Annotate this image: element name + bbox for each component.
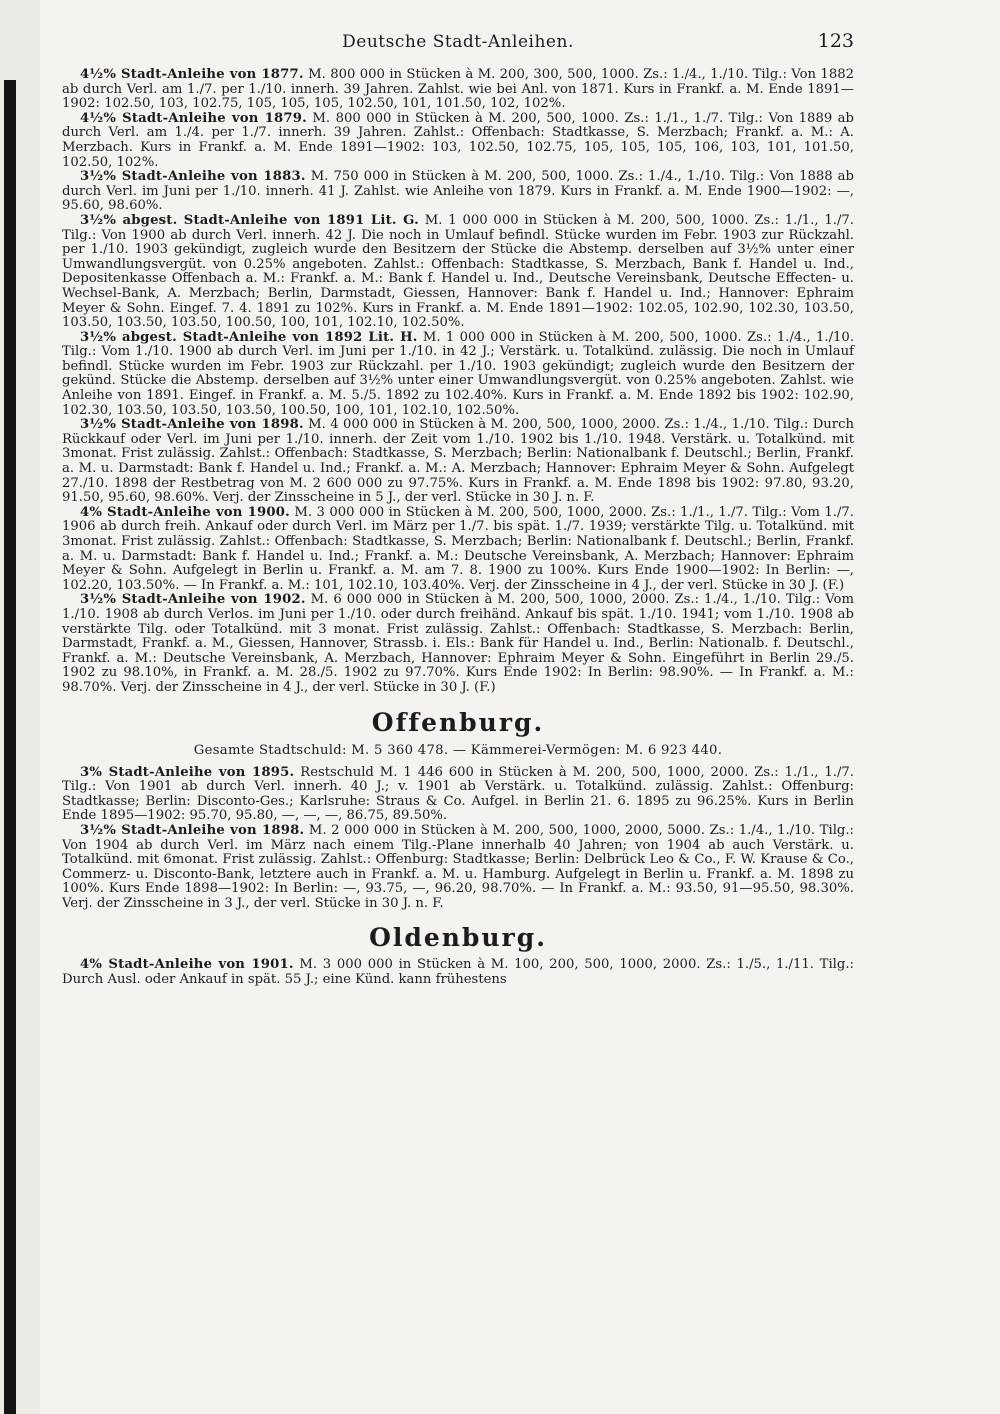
loan-entry bbox=[62, 170, 854, 214]
city-debt-summary: Gesamte Stadtschuld: M. 5 360 478. — Kämmerei-Vermögen: M. 6 923 440. bbox=[193, 742, 723, 758]
loan-heading: 4% Stadt-Anleihe von 1901. bbox=[80, 957, 294, 973]
loan-details: M. 3 000 000 in Stücken à M. 200, 500, 1000, 2000. Zs.: 1./1., 1./7. Tilg.: Vom 1./7. 1906 ab durch freih. Ankauf oder durch Verl. im März per 1./7. bis spät. 1./7. 1939; verstärkte Tilg. u. Totalkünd. mit 3monat. Frist zulässig. Zahlst.: Offenbach: Stadtkasse, S. Merzbach; Berlin: Nationalbank f. Deutschl.; Berlin, Frankf. a. M. u. Darmstadt: Bank f. Handel u. Ind.; Frankf. a. M.: Deutsche Vereinsbank, A. Merzbach; Hannover: Ephraim Meyer & Sohn. Aufgelegt in Berlin u. Frankf. a. M. am 7. 8. 1900 zu 100%. Kurs Ende 1900—1902: In Berlin: —, 102.20, 103.50%. — In Frankf. a. M.: 101, 102.10, 103.40%. Verj. der Zinsscheine in 4 J., der verl. Stücke in 30 J. (F.) bbox=[62, 504, 854, 593]
city-heading-offenburg: Offenburg. bbox=[371, 707, 545, 737]
loan-heading: 3½% abgest. Stadt-Anleihe von 1891 Lit. G. bbox=[80, 212, 419, 228]
loan-details: M. 1 000 000 in Stücken à M. 200, 500, 1000. Zs.: 1./1., 1./7. Tilg.: Von 1900 ab durch Verl. innerh. 42 J. Die noch in Umlauf befindl. Stücke wurden im Febr. 1903 zur Rückzahl. per 1./10. 1903 gekündigt, zugleich wurde den Besitzern der Stücke die Abstemp. derselben auf 3½% unter einer Umwandlungsvergüt. von 0.25% angeboten. Zahlst.: Offenbach: Stadtkasse, S. Merzbach, Bank f. Handel u. Ind., Depositenkasse Offenbach a. M.: Frankf. a. M.: Bank f. Handel u. Ind., Deutsche Vereinsbank, Deutsche Effecten- u. Wechsel-Bank, A. Merzbach; Berlin, Darmstadt, Giessen, Hannover: Bank f. Handel u. Ind.; Hannover: Ephraim Meyer & Sohn. Eingef. 7. 4. 1891 zu 102%. Kurs in Frankf. a. M. Ende 1891—1902: 102.05, 102.90, 102.30, 103.50, 103.50, 103.50, 103.50, 100.50, 100, 101, 102.10, 102.50%. bbox=[62, 212, 854, 331]
loan-entry bbox=[62, 506, 854, 594]
loan-heading: 3½% Stadt-Anleihe von 1902. bbox=[80, 592, 306, 608]
loan-entry bbox=[62, 418, 854, 506]
loan-entry bbox=[62, 824, 854, 912]
loan-heading: 4% Stadt-Anleihe von 1900. bbox=[80, 504, 290, 520]
loan-details: M. 6 000 000 in Stücken à M. 200, 500, 1000, 2000. Zs.: 1./4., 1./10. Tilg.: Vom 1./10. 1908 ab durch Verlos. im Juni per 1./10. oder durch freihänd. Ankauf bis spät. 1./10. 1941; vom 1./10. 1908 ab verstärkte Tilg. oder Totalkünd. mit 3 monat. Frist zulässig. Zahlst.: Offenbach: Stadtkasse, S. Merzbach: Berlin, Darmstadt, Frankf. a. M., Giessen, Hannover, Strassb. i. Els.: Bank für Handel u. Ind., Berlin: Nationalb. f. Deutschl., Frankf. a. M.: Deutsche Vereinsbank, A. Merzbach, Hannover: Ephraim Meyer & Sohn. Eingeführt in Berlin 29./5. 1902 zu 98.10%, in Frankf. a. M. 28./5. 1902 zu 97.70%. Kurs Ende 1902: In Berlin: 98.90%. — In Frankf. a. M.: 98.70%. Verj. der Zinsscheine in 4 J., der verl. Stücke in 30 J. (F.) bbox=[62, 592, 854, 695]
loan-heading: 4½% Stadt-Anleihe von 1877. bbox=[80, 67, 304, 82]
page bbox=[62, 26, 854, 988]
loan-details: M. 1 000 000 in Stücken à M. 200, 500, 1000. Zs.: 1./4., 1./10. Tilg.: Vom 1./10. 1900 ab durch Verl. im Juni per 1./10. in 42 J.; Verstärk. u. Totalkünd. zulässig. Die noch in Umlauf befindl. Stücke wurden im Febr. 1903 zur Rückzahl. per 1./10. 1903 gekündigt; zugleich wurde den Besitzern der gekünd. Stücke die Abstemp. derselben auf 3½% unter einer Umwandlungsvergüt. von 0.25% angeboten. Zahlst. wie Anleihe von 1891. Eingef. in Frankf. a. M. 5./5. 1892 zu 102.40%. Kurs in Frankf. a. M. Ende 1892 bis 1902: 102.90, 102.30, 103.50, 103.50, 103.50, 100.50, 100, 101, 102.10, 102.50%. bbox=[62, 329, 855, 418]
city-heading-oldenburg: Oldenburg. bbox=[369, 923, 547, 953]
loan-heading: 3½% Stadt-Anleihe von 1898. bbox=[80, 417, 304, 433]
offenbach-section bbox=[62, 68, 854, 696]
loan-entry bbox=[62, 766, 854, 824]
loan-details: M. 4 000 000 in Stücken à M. 200, 500, 1000, 2000. Zs.: 1./4., 1./10. Tilg.: Durch Rückkauf oder Verl. im Juni per 1./10. innerh. der Zeit vom 1./10. 1902 bis 1./10. 1948. Verstärk. u. Totalkünd. mit 3monat. Frist zulässig. Zahlst.: Offenbach: Stadtkasse, S. Merzbach; Berlin: Nationalbank f. Deutschl.; Berlin, Frankf. a. M. u. Darmstadt: Bank f. Handel u. Ind.; Frankf. a. M.: A. Merzbach; Hannover: Ephraim Meyer & Sohn. Aufgelegt 27./10. 1898 der Restbetrag von M. 2 600 000 zu 97.75%. Kurs in Frankf. a. M. Ende 1898 bis 1902: 97.80, 93.20, 91.50, 95.60, 98.60%. Verj. der Zinsscheine in 5 J., der verl. Stücke in 30 J. n. F. bbox=[62, 417, 854, 506]
loan-heading: 3½% Stadt-Anleihe von 1883. bbox=[80, 169, 306, 185]
loan-details: M. 800 000 in Stücken à M. 200, 500, 1000. Zs.: 1./1., 1./7. Tilg.: Von 1889 ab durch Verl. am 1./4. per 1./7. innerh. 39 Jahren. Zahlst.: Offenbach: Stadtkasse, S. Merzbach; Frankf. a. M.: A. Merzbach. Kurs in Frankf. a. M. Ende 1891—1902: 103, 102.50, 102.75, 105, 105, 105, 106, 103, 101, 101.50, 102.50, 102%. bbox=[62, 110, 854, 170]
loan-heading: 3½% Stadt-Anleihe von 1898. bbox=[80, 822, 305, 838]
offenburg-section bbox=[62, 766, 854, 912]
loan-details: Restschuld M. 1 446 600 in Stücken à M. 200, 500, 1000, 2000. Zs.: 1./1., 1./7. Tilg.: Von 1901 ab durch Verl. innerh. 40 J.; v. 1901 ab Verstärk. u. Totalkünd. zulässig. Zahlst.: Offenburg: Stadtkasse; Berlin: Disconto-Ges.; Karlsruhe: Straus & Co. Aufgel. in Berlin 21. 6. 1895 zu 96.25%. Kurs in Berlin Ende 1895—1902: 95.70, 95.80, —, —, —, 86.75, 89.50%. bbox=[62, 764, 854, 824]
loan-details: M. 750 000 in Stücken à M. 200, 500, 1000. Zs.: 1./4., 1./10. Tilg.: Von 1888 ab durch Verl. im Juni per 1./10. innerh. 41 J. Zahlst. wie Anleihe von 1879. Kurs in Frankf. a. M. Ende 1900—1902: —, 95.60, 98.60%. bbox=[62, 169, 854, 214]
loan-heading: 3% Stadt-Anleihe von 1895. bbox=[80, 764, 295, 780]
loan-entry bbox=[62, 112, 854, 170]
loan-heading: 3½% abgest. Stadt-Anleihe von 1892 Lit. H. bbox=[80, 329, 418, 345]
loan-details: M. 3 000 000 in Stücken à M. 100, 200, 500, 1000, 2000. Zs.: 1./5., 1./11. Tilg.: Durch Ausl. oder Ankauf in spät. 55 J.; eine Künd. kann frühestens bbox=[62, 957, 854, 988]
loan-entry bbox=[62, 331, 854, 419]
loan-heading: 4½% Stadt-Anleihe von 1879. bbox=[80, 110, 307, 126]
scan-binding-edge bbox=[4, 80, 16, 1414]
oldenburg-section bbox=[62, 958, 854, 987]
loan-entry bbox=[62, 593, 854, 695]
running-head: Deutsche Stadt-Anleihen. bbox=[342, 32, 574, 52]
loan-entry bbox=[62, 68, 854, 112]
loan-details: M. 2 000 000 in Stücken à M. 200, 500, 1000, 2000, 5000. Zs.: 1./4., 1./10. Tilg.: Von 1904 ab durch Verl. im März nach einem Tilg.-Plane innerhalb 40 Jahren; von 1904 ab auch Verstärk. u. Totalkünd. mit 6monat. Frist zulässig. Zahlst.: Offenburg: Stadtkasse; Berlin: Delbrück Leo & Co., F. W. Krause & Co., Commerz- u. Disconto-Bank, letztere auch in Frankf. a. M. u. Hamburg. Aufgelegt in Berlin u. Frankf. a. M. 1898 zu 100%. Kurs Ende 1898—1902: In Berlin: —, 93.75, —, 96.20, 98.70%. — In Frankf. a. M.: 93.50, 91—95.50, 98.30%. Verj. der Zinsscheine in 3 J., der verl. Stücke in 30 J. n. F. bbox=[62, 822, 854, 911]
page-header bbox=[62, 26, 854, 62]
page-number: 123 bbox=[817, 30, 854, 52]
loan-details: M. 800 000 in Stücken à M. 200, 300, 500, 1000. Zs.: 1./4., 1./10. Tilg.: Von 1882 ab durch Verl. am 1./7. per 1./10. innerh. 39 Jahren. Zahlst. wie bei Anl. von 1871. Kurs in Frankf. a. M. Ende 1891—1902: 102.50, 103, 102.75, 105, 105, 105, 102.50, 101, 101.50, 102, 102%. bbox=[62, 67, 854, 112]
loan-entry bbox=[62, 214, 854, 331]
loan-entry bbox=[62, 958, 854, 987]
